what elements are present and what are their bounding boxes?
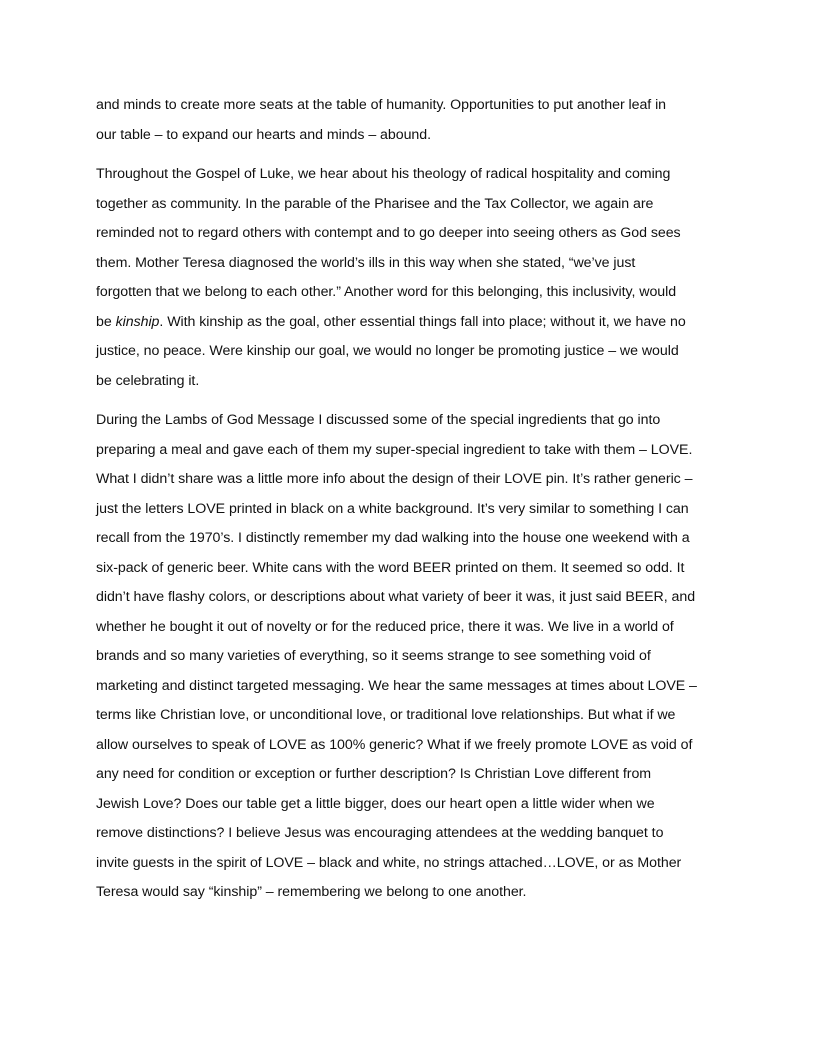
text-line: remove distinctions? I believe Jesus was encouraging attendees at the wedding banquet to xyxy=(96,825,664,841)
document-body xyxy=(96,91,726,918)
text-line: them. Mother Teresa diagnosed the world’s ills in this way when she stated, “we’ve just xyxy=(96,254,636,271)
italic-word-kinship: kinship xyxy=(115,313,160,330)
paragraph-gospel-of-luke xyxy=(96,160,726,396)
text-line: justice, no peace. Were kinship our goal, we would no longer be promoting justice – we would xyxy=(96,343,679,359)
text-line: forgotten that we belong to each other.” Another word for this belonging, this inclusivity, would xyxy=(96,284,677,300)
text-line: whether he bought it out of novelty or for the reduced price, there it was. We live in a world of xyxy=(96,618,674,635)
text-line: marketing and distinct targeted messaging. We hear the same messages at times about LOVE – xyxy=(96,677,697,694)
text-line: Teresa would say “kinship” – remembering we belong to one another. xyxy=(96,884,527,900)
text-line: recall from the 1970’s. I distinctly remember my dad walking into the house one weekend with a xyxy=(96,530,690,546)
text-line: just the letters LOVE printed in black on a white background. It’s very similar to something I can xyxy=(96,500,689,517)
text-line: together as community. In the parable of the Pharisee and the Tax Collector, we again are xyxy=(96,195,654,212)
paragraph-continuation xyxy=(96,91,726,150)
text-line: our table – to expand our hearts and minds – abound. xyxy=(96,126,431,143)
text-line: be celebrating it. xyxy=(96,372,200,389)
text-line: terms like Christian love, or unconditional love, or traditional love relationships. But what if we xyxy=(96,707,676,723)
text-line: reminded not to regard others with contempt and to go deeper into seeing others as God sees xyxy=(96,225,681,241)
text-line: Throughout the Gospel of Luke, we hear about his theology of radical hospitality and coming xyxy=(96,166,671,182)
paragraph-lambs-of-god xyxy=(96,406,726,908)
text-line: and minds to create more seats at the table of humanity. Opportunities to put another leaf in xyxy=(96,97,667,113)
text-line: any need for condition or exception or further description? Is Christian Love different from xyxy=(96,766,652,782)
text-run: . With kinship as the goal, other essential things fall into place; without it, we have no xyxy=(159,313,686,330)
text-line: preparing a meal and gave each of them my super-special ingredient to take with them – LOVE. xyxy=(96,441,693,458)
text-line: six-pack of generic beer. White cans with the word BEER printed on them. It seemed so odd. It xyxy=(96,559,685,576)
text-line: During the Lambs of God Message I discussed some of the special ingredients that go into xyxy=(96,412,661,428)
text-line: What I didn’t share was a little more info about the design of their LOVE pin. It’s rather generic – xyxy=(96,471,693,487)
text-line-kinship xyxy=(96,308,726,338)
text-line: allow ourselves to speak of LOVE as 100% generic? What if we freely promote LOVE as void of xyxy=(96,736,693,753)
text-line: brands and so many varieties of everything, so it seems strange to see something void of xyxy=(96,648,651,664)
text-line: invite guests in the spirit of LOVE – black and white, no strings attached…LOVE, or as Mother xyxy=(96,854,682,871)
text-run: be xyxy=(96,313,116,330)
text-line: Jewish Love? Does our table get a little bigger, does our heart open a little wider when we xyxy=(96,795,655,812)
text-line: didn’t have flashy colors, or descriptions about what variety of beer it was, it just said BEER, and xyxy=(96,589,696,605)
